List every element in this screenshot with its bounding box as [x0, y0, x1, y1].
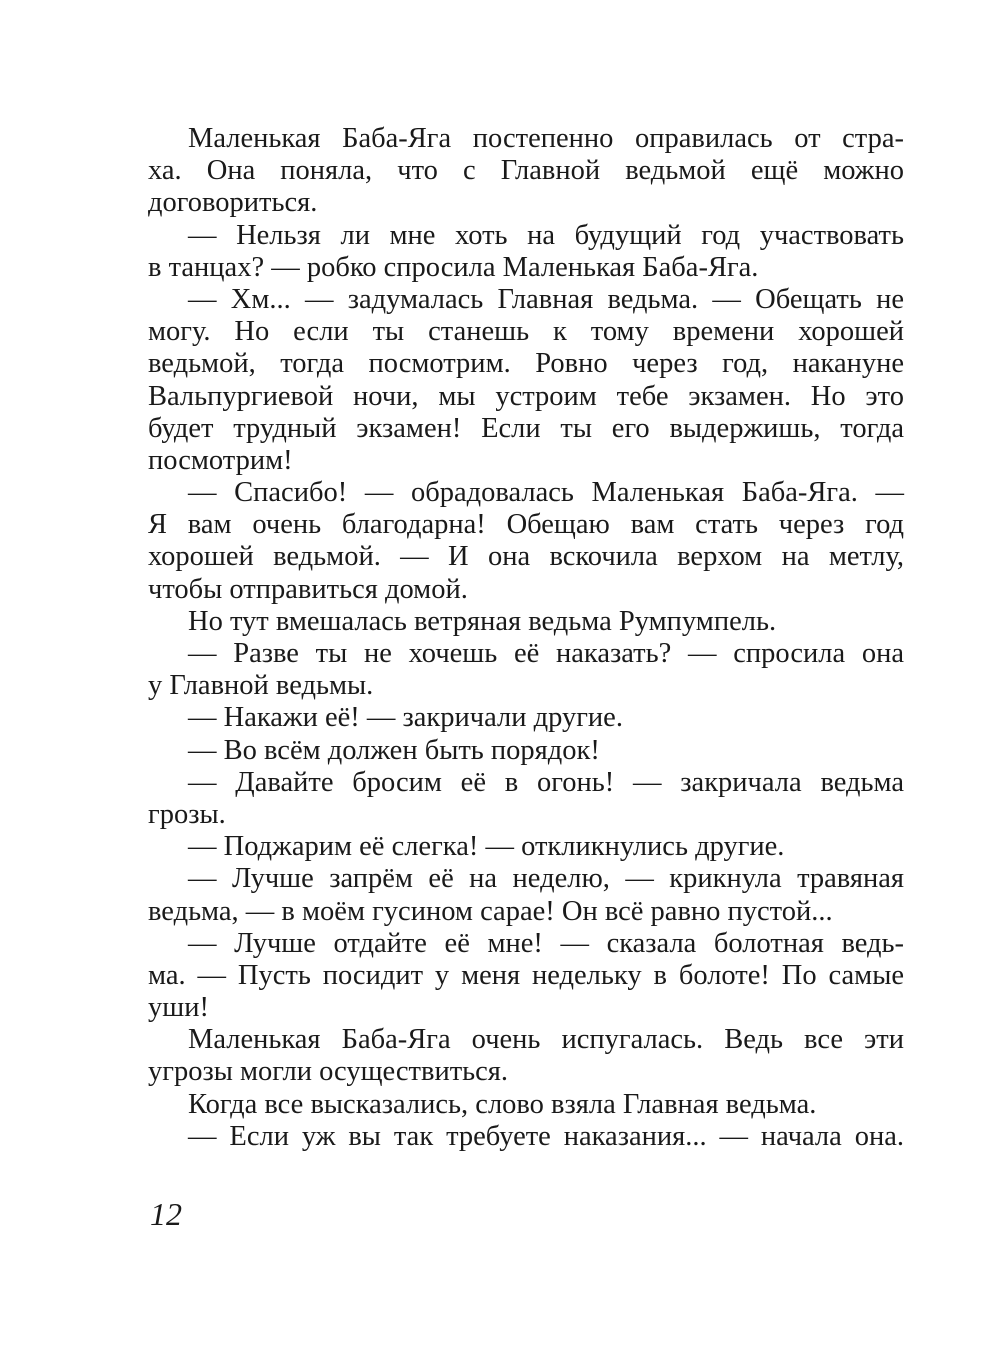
text-line: — Если уж вы так требуете наказания... — начала она.	[188, 1120, 904, 1152]
text-line: — Разве ты не хочешь её наказать? — спросила она	[188, 638, 904, 669]
text-line: Но тут вмешалась ветряная ведьма Румпумпель.	[188, 605, 777, 637]
text-line: — Нельзя ли мне хоть на будущий год участвовать	[188, 219, 904, 251]
text-line: — Спасибо! — обрадовалась Маленькая Баба-Яга. —	[188, 477, 904, 509]
text-line: — Давайте бросим её в огонь! — закричала ведьма	[188, 766, 904, 798]
text-line: ведьмой, тогда посмотрим. Ровно через год, накануне	[148, 348, 904, 380]
page-number: 12	[150, 1196, 182, 1232]
text-line: у Главной ведьмы.	[148, 670, 374, 702]
text-line: Маленькая Баба-Яга очень испугалась. Ведь все эти	[188, 1024, 904, 1056]
text-line: грозы.	[148, 798, 226, 830]
text-line: будет трудный экзамен! Если ты его выдержишь, тогда	[148, 412, 904, 444]
text-line: чтобы отправиться домой.	[148, 573, 468, 605]
text-line: Когда все высказались, слово взяла Главная ведьма.	[188, 1088, 817, 1120]
text-line: ведьма, — в моём гусином сарае! Он всё равно пустой...	[148, 895, 833, 927]
text-line: Я вам очень благодарна! Обещаю вам стать через год	[148, 509, 904, 541]
text-line: — Лучше отдайте её мне! — сказала болотная ведь-	[188, 927, 904, 959]
text-line: — Поджарим её слегка! — откликнулись другие.	[188, 831, 785, 863]
text-line: уши!	[148, 992, 209, 1024]
text-line: — Во всём должен быть порядок!	[188, 734, 600, 766]
text-line: в танцах? — робко спросила Маленькая Баба-Яга.	[148, 251, 759, 283]
text-line: могу. Но если ты станешь к тому времени хорошей	[148, 316, 904, 348]
text-line: договориться.	[148, 187, 318, 219]
text-line: — Накажи её! — закричали другие.	[188, 702, 623, 734]
text-line: Вальпургиевой ночи, мы устроим тебе экзамен. Но это	[148, 380, 904, 412]
text-line: Маленькая Баба-Яга постепенно оправилась от стра-	[188, 123, 904, 154]
text-line: ха. Она поняла, что с Главной ведьмой ещё можно	[148, 155, 904, 187]
text-line: — Хм... — задумалась Главная ведьма. — Обещать не	[188, 283, 904, 315]
text-line: хорошей ведьмой. — И она вскочила верхом на метлу,	[148, 541, 904, 573]
text-line: угрозы могли осуществиться.	[148, 1056, 509, 1088]
page-body-text	[148, 123, 904, 1153]
text-line: — Лучше запрём её на неделю, — крикнула травяная	[188, 863, 904, 895]
text-line: посмотрим!	[148, 444, 293, 476]
text-line: ма. — Пусть посидит у меня недельку в болоте! По самые	[148, 959, 904, 991]
